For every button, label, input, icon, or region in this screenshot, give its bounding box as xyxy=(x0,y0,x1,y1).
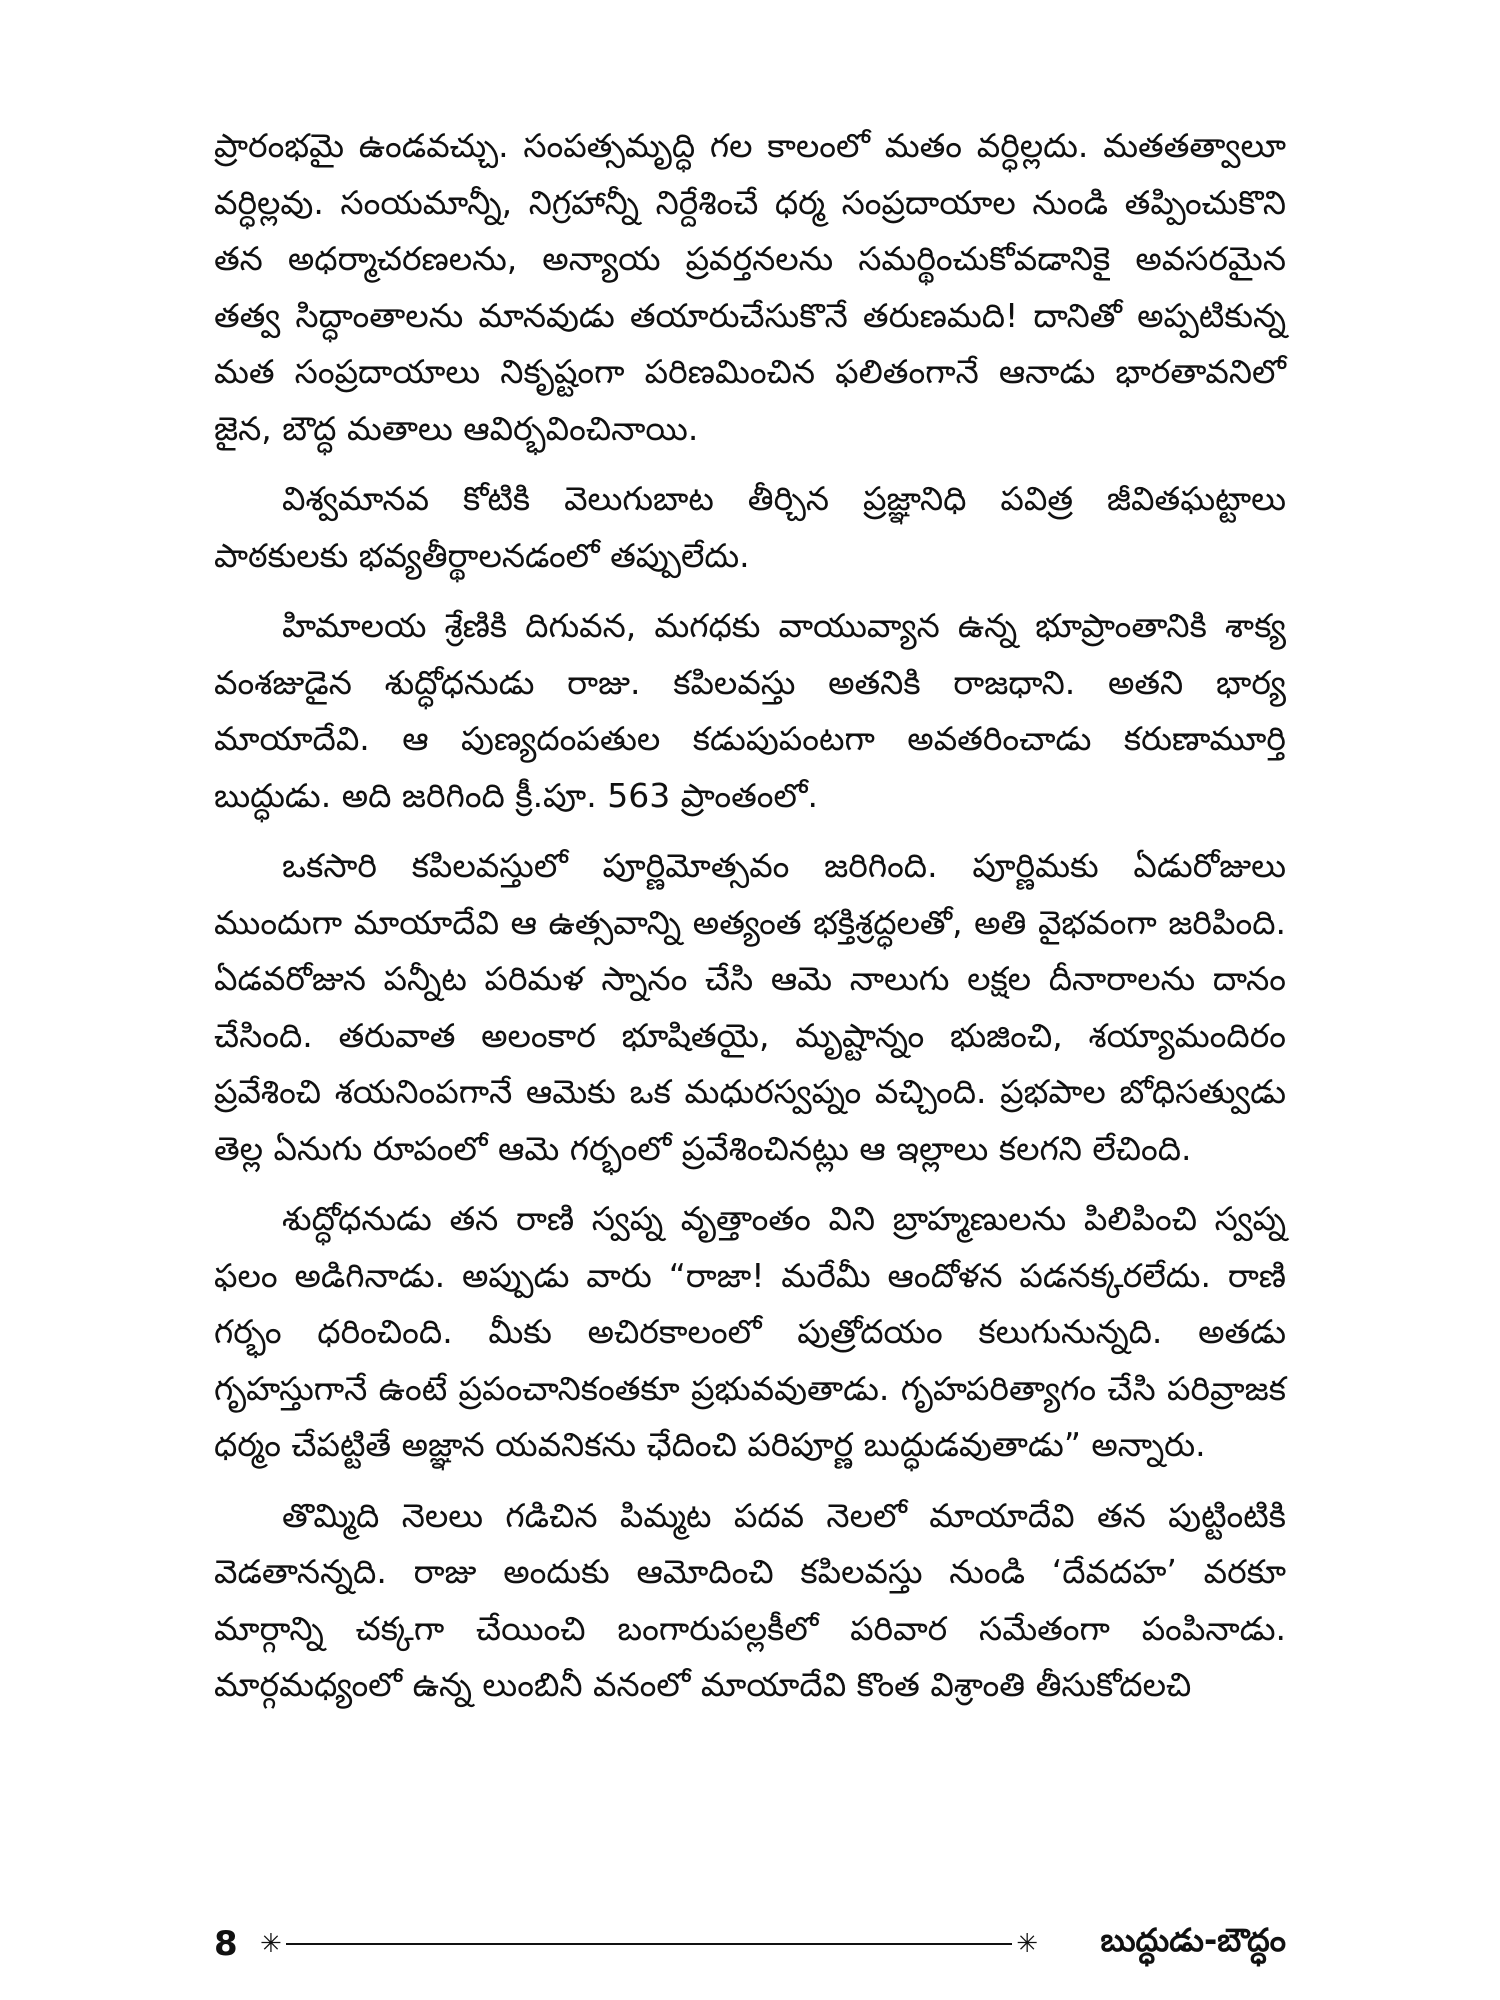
page-footer xyxy=(214,1922,1286,1966)
running-title: బుద్ధుడు-బౌద్ధం xyxy=(1100,1921,1286,1959)
paragraph-3: హిమాలయ శ్రేణికి దిగువన, మగధకు వాయువ్యాన ఉన్న భూప్రాంతానికి శాక్య వంశజుడైన శుద్ధోధనుడు రాజు. కపిలవస్తు అతనికి రాజధాని. అతని భార్య మాయాదేవి. ఆ పుణ్యదంపతుల కడుపుపంటగా అవతరించాడు కరుణామూర్తి బుద్ధుడు. అది జరిగింది క్రీ.పూ. 563 ప్రాంతంలో. xyxy=(214,606,1286,815)
footer-rule xyxy=(260,1931,1038,1957)
paragraph-1: ప్రారంభమై ఉండవచ్చు. సంపత్సమృద్ధి గల కాలంలో మతం వర్ధిల్లదు. మతతత్వాలూ వర్ధిల్లవు. సంయమాన్నీ, నిగ్రహాన్నీ నిర్దేశించే ధర్మ సంప్రదాయాల నుండి తప్పించుకొని తన అధర్మాచరణలను, అన్యాయ ప్రవర్తనలను సమర్థించుకోవడానికై అవసరమైన తత్వ సిద్ధాంతాలను మానవుడు తయారుచేసుకొనే తరుణమది! దానితో అప్పటికున్న మత సంప్రదాయాలు నికృష్టంగా పరిణమించిన ఫలితంగానే ఆనాడు భారతావనిలో జైన, బౌద్ధ మతాలు ఆవిర్భవించినాయి. xyxy=(214,126,1286,448)
body-text xyxy=(214,118,1286,1728)
footer-divider-line xyxy=(286,1943,1012,1945)
star-right-icon: ✳ xyxy=(1016,1929,1038,1959)
paragraph-5: శుద్ధోధనుడు తన రాణి స్వప్న వృత్తాంతం విని బ్రాహ్మణులను పిలిపించి స్వప్న ఫలం అడిగినాడు. అప్పుడు వారు “రాజా! మరేమీ ఆందోళన పడనక్కరలేదు. రాణి గర్భం ధరించింది. మీకు అచిరకాలంలో పుత్రోదయం కలుగునున్నది. అతడు గృహస్తుగానే ఉంటే ప్రపంచానికంతకూ ప్రభువవుతాడు. గృహపరిత్యాగం చేసి పరివ్రాజక ధర్మం చేపట్టితే అజ్ఞాన యవనికను ఛేదించి పరిపూర్ణ బుద్ధుడవుతాడు” అన్నారు. xyxy=(214,1199,1286,1464)
page-number: 8 xyxy=(214,1924,238,1964)
paragraph-6: తొమ్మిది నెలలు గడిచిన పిమ్మట పదవ నెలలో మాయాదేవి తన పుట్టింటికి వెడతానన్నది. రాజు అందుకు ఆమోదించి కపిలవస్తు నుండి ‘దేవదహ’ వరకూ మార్గాన్ని చక్కగా చేయించి బంగారుపల్లకీలో పరివార సమేతంగా పంపినాడు. మార్గమధ్యంలో ఉన్న లుంబినీ వనంలో మాయాదేవి కొంత విశ్రాంతి తీసుకోదలచి xyxy=(214,1495,1286,1704)
paragraph-2: విశ్వమానవ కోటికి వెలుగుబాట తీర్చిన ప్రజ్ఞానిధి పవిత్ర జీవితఘట్టాలు పాఠకులకు భవ్యతీర్థాలనడంలో తప్పులేదు. xyxy=(214,479,1286,575)
star-left-icon: ✳ xyxy=(260,1929,282,1959)
paragraph-4: ఒకసారి కపిలవస్తులో పూర్ణిమోత్సవం జరిగింది. పూర్ణిమకు ఏడురోజులు ముందుగా మాయాదేవి ఆ ఉత్సవాన్ని అత్యంత భక్తిశ్రద్ధలతో, అతి వైభవంగా జరిపింది. ఏడవరోజున పన్నీట పరిమళ స్నానం చేసి ఆమె నాలుగు లక్షల దీనారాలను దానం చేసింది. తరువాత అలంకార భూషితయై, మృష్టాన్నం భుజించి, శయ్యామందిరం ప్రవేశించి శయనింపగానే ఆమెకు ఒక మధురస్వప్నం వచ్చింది. ప్రభపాల బోధిసత్వుడు తెల్ల ఏనుగు రూపంలో ఆమె గర్భంలో ప్రవేశించినట్లు ఆ ఇల్లాలు కలగని లేచింది. xyxy=(214,846,1286,1168)
